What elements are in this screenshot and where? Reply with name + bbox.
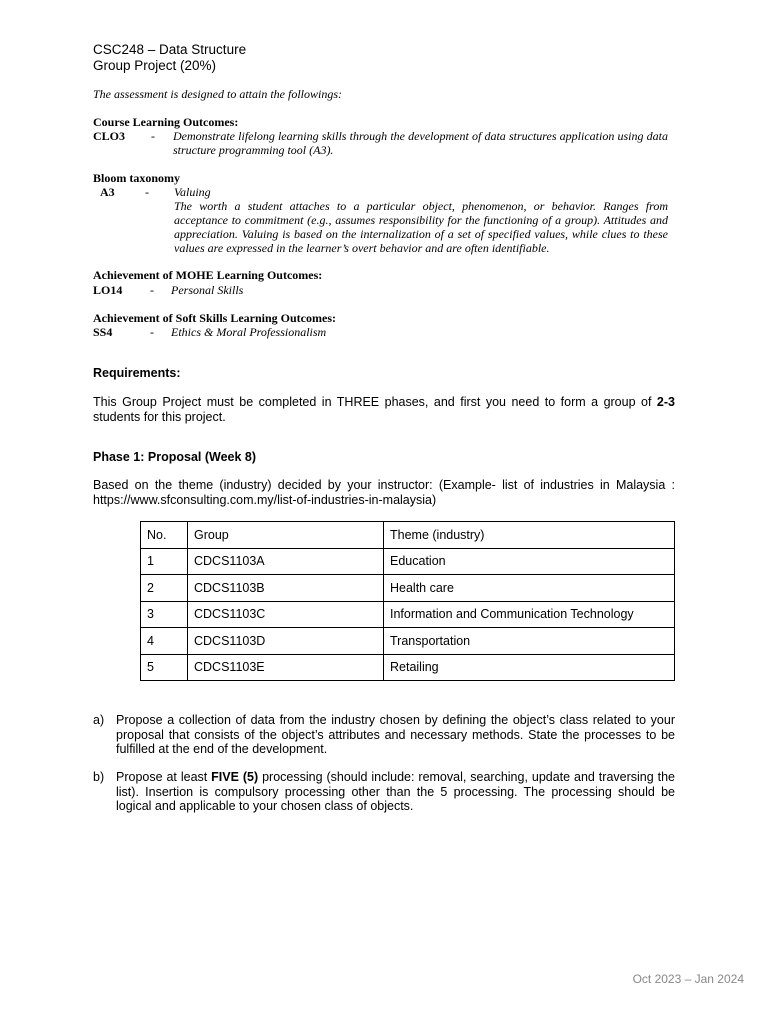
clo-heading: Course Learning Outcomes: <box>93 115 239 129</box>
table-cell: Retailing <box>384 654 675 681</box>
table-cell: CDCS1103E <box>188 654 384 681</box>
list-marker: a) <box>93 713 105 727</box>
softskills-dash: - <box>150 325 154 339</box>
footer-date: Oct 2023 – Jan 2024 <box>632 972 744 986</box>
mohe-text: Personal Skills <box>171 283 244 297</box>
assessment-intro: The assessment is designed to attain the followings: <box>93 87 342 101</box>
table-cell: 2 <box>141 575 188 602</box>
softskills-text: Ethics & Moral Professionalism <box>171 325 327 339</box>
list-item-text-part: Propose at least <box>116 770 212 784</box>
mohe-dash: - <box>150 283 154 297</box>
project-title: Group Project (20%) <box>93 58 217 73</box>
table-cell: Health care <box>384 575 675 602</box>
table-cell: 4 <box>141 628 188 655</box>
table-row <box>141 654 675 681</box>
theme-table <box>140 521 675 681</box>
bloom-heading: Bloom taxonomy <box>93 171 180 185</box>
table-row <box>141 601 675 628</box>
list-item-text: Propose a collection of data from the industry chosen by defining the object’s class related to your proposal that consists of the object’s attributes and necessary methods. State the processes to be fulfilled at the end of the development. <box>116 713 675 756</box>
list-marker: b) <box>93 770 105 784</box>
table-row <box>141 548 675 575</box>
clo-text: Demonstrate lifelong learning skills through the development of data structures application using data structure programming tool (A3). <box>173 129 668 157</box>
mohe-code: LO14 <box>93 283 123 297</box>
table-cell: Information and Communication Technology <box>384 601 675 628</box>
mohe-heading: Achievement of MOHE Learning Outcomes: <box>93 268 323 282</box>
list-item <box>93 713 675 758</box>
phase1-heading: Phase 1: Proposal (Week 8) <box>93 450 257 464</box>
table-cell: CDCS1103D <box>188 628 384 655</box>
table-cell: CDCS1103A <box>188 548 384 575</box>
requirements-text-part: students for this project. <box>93 409 226 424</box>
column-header: Group <box>188 522 384 549</box>
softskills-code: SS4 <box>93 325 113 339</box>
table-cell: 3 <box>141 601 188 628</box>
requirements-text-part: This Group Project must be completed in THREE phases, and first you need to form a group of <box>93 395 657 409</box>
clo-code: CLO3 <box>93 129 126 143</box>
group-size: 2-3 <box>656 395 675 409</box>
list-item <box>93 770 675 815</box>
requirements-heading: Requirements: <box>93 366 181 380</box>
table-row <box>141 628 675 655</box>
table-header-row <box>141 522 675 549</box>
softskills-heading: Achievement of Soft Skills Learning Outcomes: <box>93 311 336 325</box>
table-cell: CDCS1103B <box>188 575 384 602</box>
list-item-bold: FIVE (5) <box>211 770 259 784</box>
table-cell: CDCS1103C <box>188 601 384 628</box>
table-cell: 1 <box>141 548 188 575</box>
requirements-text <box>93 395 675 424</box>
course-title: CSC248 – Data Structure <box>93 42 247 57</box>
table-cell: Transportation <box>384 628 675 655</box>
column-header: No. <box>141 522 188 549</box>
clo-dash: - <box>151 129 155 143</box>
bloom-text: The worth a student attaches to a particular object, phenomenon, or behavior. Ranges from acceptance to commitment (e.g., assumes responsibility for the functioning of a group). Attitudes and appreciation. Valuing is based on the internalization of a set of specified values, while clues to these values are expressed in the learner’s overt behavior and are often identifiable. <box>174 199 668 255</box>
list-item-text-part: processing (should include: removal, searching, update and traversing the list). Insertion is compulsory processing other than the 5 processing. The processing should be logical and applicable to your chosen class of objects. <box>116 770 675 813</box>
column-header: Theme (industry) <box>384 522 675 549</box>
list-item-text <box>116 770 675 814</box>
table-cell: Education <box>384 548 675 575</box>
bloom-code: A3 <box>100 185 115 199</box>
bloom-dash: - <box>145 185 149 199</box>
phase1-intro: Based on the theme (industry) decided by your instructor: (Example- list of industries in Malaysia : https://www.sfconsulting.com.my/list-of-industries-in-malaysia) <box>93 478 675 507</box>
bloom-title: Valuing <box>174 185 211 199</box>
table-cell: 5 <box>141 654 188 681</box>
table-row <box>141 575 675 602</box>
